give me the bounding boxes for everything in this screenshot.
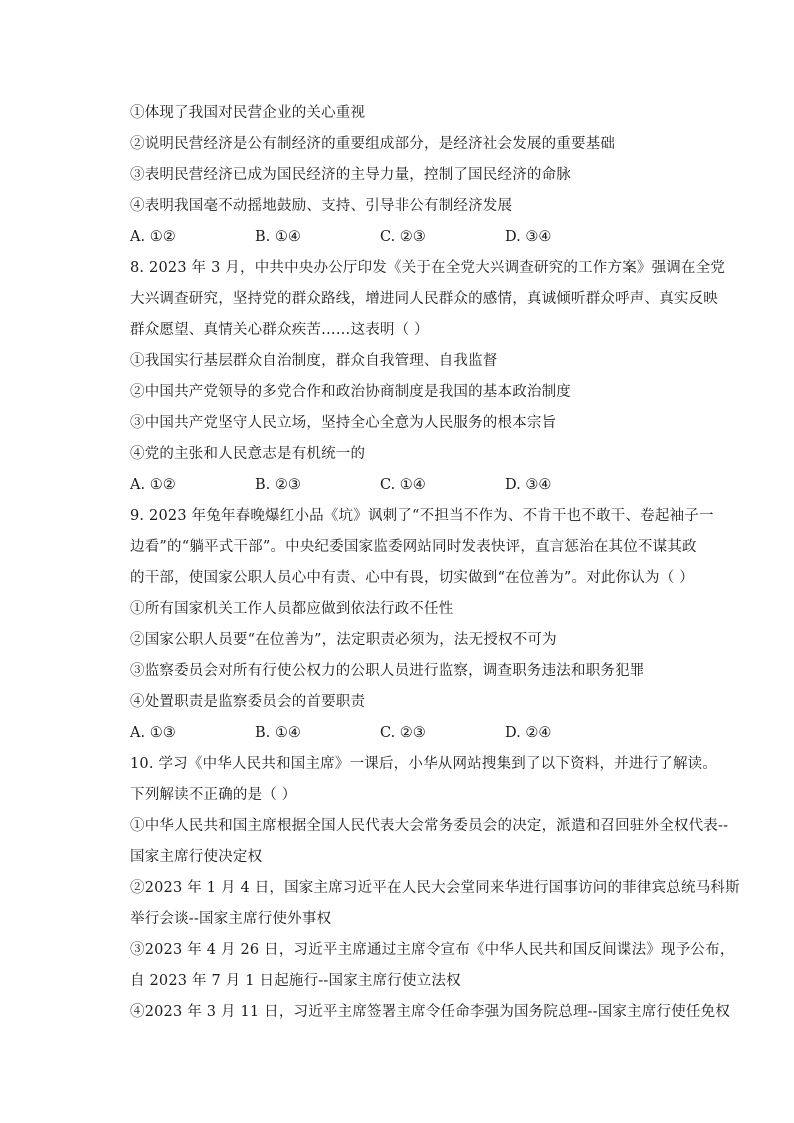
q7-option-d[interactable]: D. ③④ xyxy=(505,229,552,245)
q10-statement-4a: ④2023 年 3 月 11 日，习近平主席签署主席令任命李强为国务院总理--国家主席行使任免权 xyxy=(130,1004,731,1020)
q10-statement-1a: ①中华人民共和国主席根据全国人民代表大会常务委员会的决定，派遣和召回驻外全权代表-- xyxy=(130,818,729,834)
q8-stem-line-2: 大兴调查研究，坚持党的群众路线，增进同人民群众的感情，真诚倾听群众呼声、真实反映 xyxy=(130,291,718,307)
q10-statement-3b: 自 2023 年 7 月 1 日起施行--国家主席行使立法权 xyxy=(130,973,461,989)
q7-option-c[interactable]: C. ②③ xyxy=(380,229,426,245)
q7-option-a[interactable]: A. ①② xyxy=(130,229,176,245)
q9-statement-2: ②国家公职人员要“在位善为”，法定职责必须为，法无授权不可为 xyxy=(130,632,557,648)
q9-option-b[interactable]: B. ①④ xyxy=(255,725,301,741)
q7-statement-1: ①体现了我国对民营企业的关心重视 xyxy=(130,105,366,121)
q8-stem-line-3: 群众愿望、真情关心群众疾苦……这表明（ ） xyxy=(130,322,429,338)
q7-option-b[interactable]: B. ①④ xyxy=(255,229,301,245)
q9-option-a[interactable]: A. ①③ xyxy=(130,725,176,741)
q9-stem-line-2: 边看”的“躺平式干部”。中央纪委国家监委网站同时发表快评，直言惩治在其位不谋其政 xyxy=(130,539,697,555)
q9-stem-line-3: 的干部，使国家公职人员心中有责、心中有畏，切实做到“在位善为”。对此你认为（ ） xyxy=(130,570,694,586)
q7-statement-2: ②说明民营经济是公有制经济的重要组成部分，是经济社会发展的重要基础 xyxy=(130,136,616,152)
q10-stem-line-2: 下列解读不正确的是（ ） xyxy=(130,787,297,803)
q9-stem-line-1: 9. 2023 年兔年春晚爆红小品《坑》讽刺了“不担当不作为、不肯干也不敢干、卷起袖子一 xyxy=(130,508,714,524)
q10-statement-3a: ③2023 年 4 月 26 日，习近平主席通过主席令宣布《中华人民共和国反间谍法》现予公布， xyxy=(130,942,735,958)
q8-statement-1: ①我国实行基层群众自治制度，群众自我管理、自我监督 xyxy=(130,353,498,369)
q7-statement-3: ③表明民营经济已成为国民经济的主导力量，控制了国民经济的命脉 xyxy=(130,167,571,183)
q9-option-c[interactable]: C. ②③ xyxy=(380,725,426,741)
q9-statement-3: ③监察委员会对所有行使公权力的公职人员进行监察，调查职务违法和职务犯罪 xyxy=(130,663,645,679)
q7-options xyxy=(130,222,700,253)
q10-statement-2b: 举行会谈--国家主席行使外事权 xyxy=(130,911,332,927)
q8-statement-4: ④党的主张和人民意志是有机统一的 xyxy=(130,446,366,462)
q10-statement-1b: 国家主席行使决定权 xyxy=(130,849,263,865)
q8-statement-2: ②中国共产党领导的多党合作和政治协商制度是我国的基本政治制度 xyxy=(130,384,571,400)
q8-stem-line-1: 8. 2023 年 3 月，中共中央办公厅印发《关于在全党大兴调查研究的工作方案》强调在全党 xyxy=(130,260,726,276)
q10-statement-2a: ②2023 年 1 月 4 日，国家主席习近平在人民大会堂同来华进行国事访问的菲律宾总统马科斯 xyxy=(130,880,740,896)
q9-statement-1: ①所有国家机关工作人员都应做到依法行政不任性 xyxy=(130,601,454,617)
q8-statement-3: ③中国共产党坚守人民立场，坚持全心全意为人民服务的根本宗旨 xyxy=(130,415,557,431)
q8-option-a[interactable]: A. ①② xyxy=(130,477,176,493)
q9-options xyxy=(130,718,700,749)
q8-option-b[interactable]: B. ②③ xyxy=(255,477,301,493)
exam-page xyxy=(130,98,740,1028)
q8-option-d[interactable]: D. ③④ xyxy=(505,477,552,493)
q8-options xyxy=(130,470,700,501)
q7-statement-4: ④表明我国毫不动摇地鼓励、支持、引导非公有制经济发展 xyxy=(130,198,513,214)
q8-option-c[interactable]: C. ①④ xyxy=(380,477,426,493)
q9-option-d[interactable]: D. ②④ xyxy=(505,725,552,741)
q10-stem-line-1: 10. 学习《中华人民共和国主席》一课后，小华从网站搜集到了以下资料，并进行了解读。 xyxy=(130,756,718,772)
q9-statement-4: ④处置职责是监察委员会的首要职责 xyxy=(130,694,366,710)
